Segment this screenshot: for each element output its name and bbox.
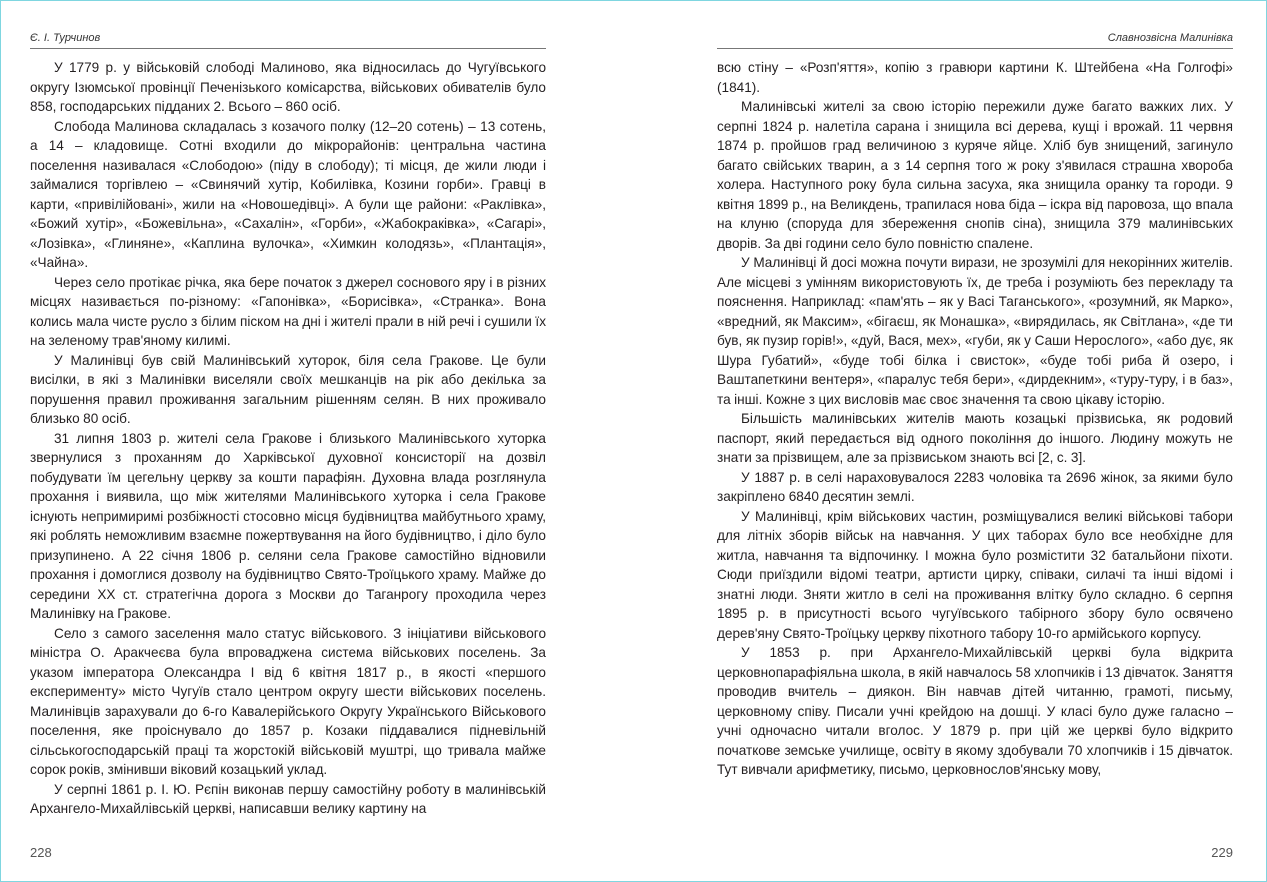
right-page-body [717,58,1233,780]
paragraph: У Малинівці був свій Малинівський хуторок, біля села Гракове. Це були висілки, в які з Малинівки виселяли своїх мешканців на рік або декілька за порушення правил проживання загальним рішенням селян. В них проживало близько 80 осіб. [30,352,546,426]
paragraph: Малинівські жителі за свою історію пережили дуже багато важких лих. У серпні 1824 р. налетіла сарана і знищила всі дерева, кущі і врожай. 11 червня 1874 р. пройшов град величиною з куряче яйце. Хліб був знищений, загинуло багато свійських тварин, а з 14 серпня того ж року з'явилася страшна хвороба холера. Наступного року була сильна засуха, яка знищила оранку та городи. 9 квітня 1899 р., на Великдень, трапилася нова біда – іскра від паровоза, що впала на клуню (споруда для збереження снопів сіна), знищила 379 малинівських дворів. За дві години село було повністю спалене. [717,99,1233,251]
running-head-author: Є. І. Турчинов [30,32,546,49]
paragraph: У 1853 р. при Архангело-Михайлівській церкві була відкрита церковнопарафіяльна школа, в якій навчалось 58 хлопчиків і 13 дівчаток. Заняття проводив вчитель – диякон. Він навчав дітей читанню, грамоті, письму, церковному співу. Писали учні крейдою на дошці. У класі було дуже галасно – учні одночасно читали вголос. У 1879 р. при цій же церкві було відкрито початкове земське училище, освіту в якому здобували 70 хлопчиків і 15 дівчаток. Тут вивчали арифметику, письмо, церковнослов'янську мову, [717,645,1233,777]
paragraph: У Малинівці й досі можна почути вирази, не зрозумілі для некорінних жителів. Але місцеві з умінням використовують їх, де треба і розуміють без перекладу та пояснення. Наприклад: «пам'ять – як у Васі Таганського», «розумний, як Марко», «вредний, як Максим», «бігаєш, як Монашка», «вирядилась, як Світлана», «де ти був, як пузир горів!», «дуй, Вася, мех», «губи, як у Саши Нерослого», «або дує, як Шура Губатий», «буде тобі білка і свисток», «буде тобі риба й озеро, і Ваштапеткини вентеря», «паралус тебя бери», «дирдекним», «туру-туру, і в баз», та інші. Кожне з цих висловів має своє значення та свою цікаву історію. [717,255,1233,407]
paragraph: Більшість малинівських жителів мають козацькі прізвиська, як родовий паспорт, який передається від одного покоління до іншого. Людину можуть не знати за прізвищем, але за прізвиськом знають всі [2, с. 3]. [717,411,1233,465]
right-page [717,0,1233,882]
paragraph: У 1779 р. у військовій слободі Малиново, яка відносилась до Чугуївського округу Ізюмської провінції Печенізького комісарства, військових обивателів було 858, господарських підданих 2. Всього – 860 осіб. [30,60,546,114]
running-head-title: Славнозвісна Малинівка [717,32,1233,49]
paragraph: У 1887 р. в селі нараховувалося 2283 чоловіка та 2696 жінок, за якими було закріплено 6840 десятин землі. [717,469,1233,504]
paragraph: 31 липня 1803 р. жителі села Гракове і близького Малинівського хуторка звернулися з проханням до Харківської духовної консисторії на дозвіл побудувати їм цегельну церкву за кошти парафіян. Духовна влада розглянула прохання і виявила, що між жителями Малинівського хуторка і села Гракове існують непримиримі розбіжності стосовно місця будівництва майбутнього храму, які роблять неможливим взаємне пожертвування на його будівництво, і діло було призупинено. А 22 січня 1806 р. селяни села Гракове самостійно відновили прохання і домоглися дозволу на будівництво Свято-Троїцького храму. Майже до середини ХХ ст. стратегічна дорога з Москви до Таганрогу проходила через Малинівку на Гракове. [30,430,546,621]
paragraph: Через село протікає річка, яка бере початок з джерел соснового яру і в різних місцях називається по-різному: «Гапонівка», «Борисівка», «Странка». Вона колись мала чисте русло з білим піском на дні і жителі прали в ній речі і сушили їх на зеленому трав'яному килимі. [30,274,546,348]
page-number: 229 [1211,845,1233,860]
paragraph: Слобода Малинова складалась з козачого полку (12–20 сотень) – 13 сотень, а 14 – кладовище. Сотні входили до мікрорайонів: центральна частина поселення називалася «Слободою» (піду в слободу); ті місця, де жили люди і займалися торгівлею – «Свинячий хутір, Кобилівка, Козини горби». Гравці в карти, «привілійовані», жили на «Новошедівці». А були ще райони: «Раклівка», «Божий хутір», «Божевільна», «Сахалін», «Горби», «Жабокраківка», «Сагарі», «Лозівка», «Глиняне», «Каплина вулочка», «Химкин колодязь», «Плантація», «Чайна». [30,118,546,270]
left-page [30,0,546,882]
page-number: 228 [30,845,52,860]
paragraph: Село з самого заселення мало статус військового. З ініціативи військового міністра О. Аракчеєва була впроваджена система військових поселень. За указом імператора Олександра І від 6 квітня 1817 р., в якості «першого експерименту» місто Чугуїв стало центром округу шести військових поселень. Малинівців зарахували до 6-го Кавалерійського Округу Українського Військового поселення, яке проіснувало до 1857 р. Козаки піддавалися підневільній сільськогосподарській праці та жорстокій військовій муштрі, що тривала майже сорок років, змінивши віковий козацький уклад. [30,625,546,777]
paragraph: У Малинівці, крім військових частин, розміщувалися великі військові табори для літніх зборів військ на навчання. У цих таборах було все необхідне для житла, навчання та відпочинку. І можна було розмістити 32 батальйони піхоти. Сюди приїздили відомі театри, артисти цирку, співаки, силачі та інші відомі і знатні люди. Зняти житло в селі на проживання влітку було складно. 6 серпня 1895 р. в присутності всього чугуївського табірного збору було освячено дерев'яну Свято-Троїцьку церкву піхотного табору 10-го армійського корпусу. [717,508,1233,641]
left-page-body [30,58,546,819]
paragraph-continuation: всю стіну – «Розп'яття», копію з гравюри картини К. Штейбена «На Голгофі» (1841). [717,60,1233,95]
paragraph: У серпні 1861 р. І. Ю. Рєпін виконав першу самостійну роботу в малинівській Архангело-Михайлівській церкві, написавши велику картину на [30,781,546,816]
